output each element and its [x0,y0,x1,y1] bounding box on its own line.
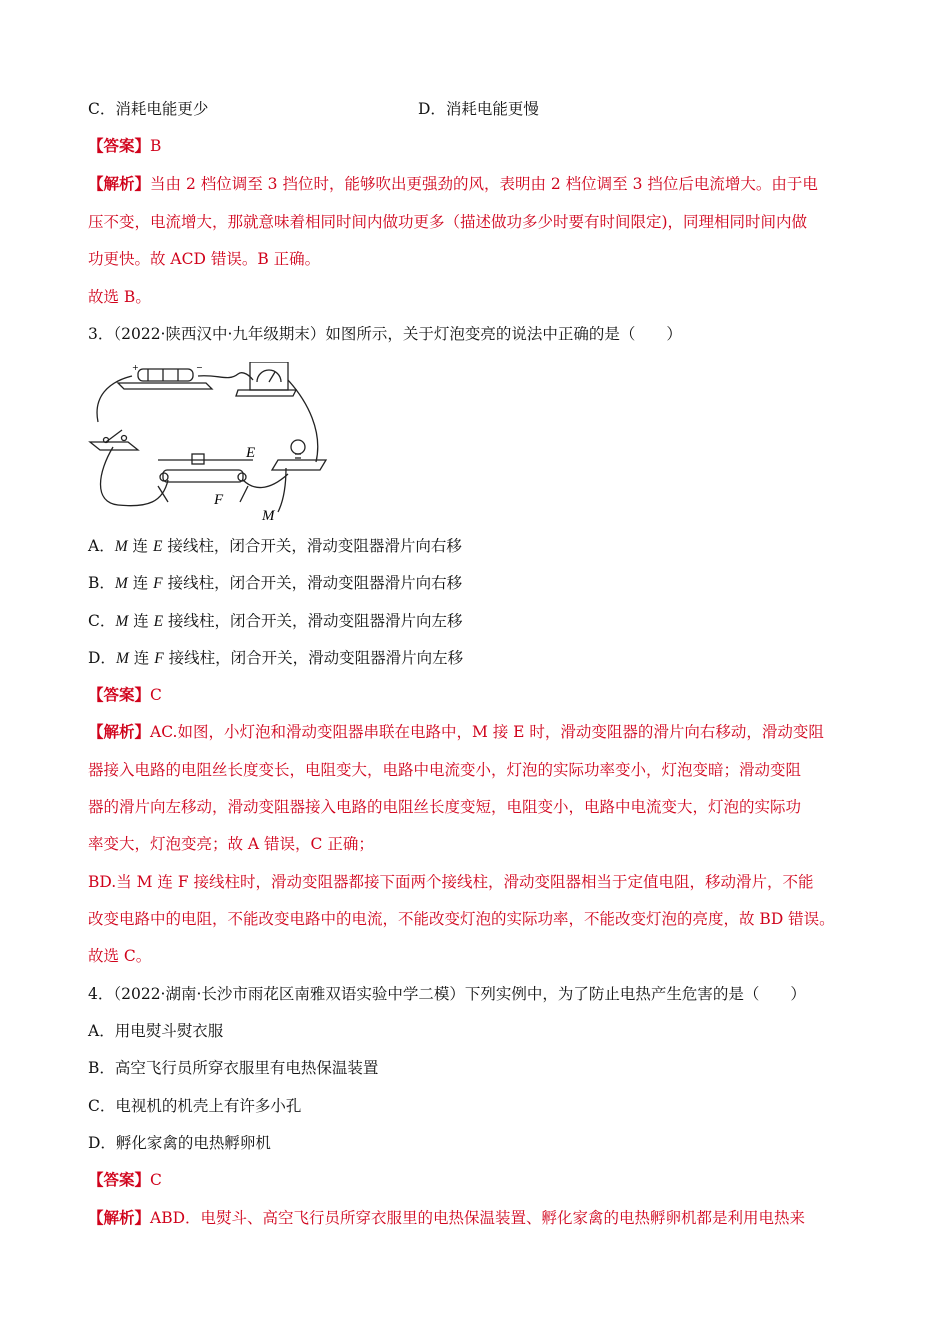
analysis-line [88,174,818,194]
answer-line [88,1170,162,1190]
option-text: 连 [127,574,154,592]
var-terminal: E [153,613,164,630]
answer-line [88,685,162,705]
analysis-tag: 【解析】 [88,174,151,193]
label-e: E [246,445,256,461]
label-m: M [262,508,275,522]
ammeter-icon [250,362,288,390]
var-terminal: E [152,538,163,555]
option-d [88,648,463,669]
option-d: D．消耗电能更慢 [418,100,539,118]
answer-line [88,136,161,156]
option-letter: A． [88,537,115,555]
option-text: 接线柱，闭合开关，滑动变阻器滑片向左移 [163,612,463,630]
ammeter-base [236,390,296,396]
battery-holder [118,383,212,389]
option-text: 连 [128,649,155,667]
analysis-line: 器的滑片向左移动，滑动变阻器接入电路的电阻丝长度变短，电阻变小，电路中电流变大，灯泡的实际功 [88,798,802,816]
answer-tag: 【答案】 [88,136,151,155]
analysis-line [88,1208,805,1228]
analysis-line: 功更快。故 ACD 错误。B 正确。 [88,250,321,268]
var-terminal: F [154,650,164,667]
option-c: C．电视机的机壳上有许多小孔 [88,1097,302,1115]
option-b: B．高空飞行员所穿衣服里有电热保温装置 [88,1059,379,1077]
analysis-line: 率变大，灯泡变亮；故 A 错误，C 正确； [88,835,374,853]
label-f: F [214,492,224,508]
bulb-stand [272,460,326,470]
var-m: M [114,575,128,592]
analysis-line: BD.当 M 连 F 接线柱时，滑动变阻器都接下面两个接线柱，滑动变阻器相当于定值电阻，移动滑片，不能 [88,873,814,891]
var-m: M [114,538,128,555]
bulb-icon [291,440,305,454]
answer-tag: 【答案】 [88,1170,151,1189]
analysis-tag: 【解析】 [88,722,151,741]
option-c: C．消耗电能更少 [88,100,209,118]
analysis-line: 改变电路中的电阻，不能改变电路中的电流，不能改变灯泡的实际功率，不能改变灯泡的亮度，故 BD 错误。 [88,910,835,928]
option-a [88,536,462,557]
var-m: M [115,613,129,630]
analysis-text: ABD．电熨斗、高空飞行员所穿衣服里的电热保温装置、孵化家禽的电热孵卵机都是利用电热来 [150,1209,806,1227]
wire [101,447,169,506]
option-text: 接线柱，闭合开关，滑动变阻器滑片向右移 [162,537,462,555]
analysis-line [88,722,824,742]
analysis-text: 当由 2 档位调至 3 挡位时，能够吹出更强劲的风，表明由 2 档位调至 3 挡位后电流增大。由于电 [150,175,818,193]
option-text: 连 [127,537,153,555]
wire [288,380,318,462]
option-letter: D． [88,649,116,667]
analysis-text: AC.如图，小灯泡和滑动变阻器串联在电路中，M 接 E 时，滑动变阻器的滑片向右移动，滑动变阻 [150,723,824,741]
battery-plus: + [132,363,139,372]
question-stem: 3．（2022·陕西汉中·九年级期末）如图所示，关于灯泡变亮的说法中正确的是（ ） [88,325,682,343]
option-d: D．孵化家禽的电热孵卵机 [88,1134,271,1152]
answer-value: C [150,1171,162,1189]
circuit-figure [88,362,338,522]
var-terminal: F [153,575,163,592]
analysis-line: 故选 C。 [88,947,152,965]
answer-tag: 【答案】 [88,685,151,704]
option-text: 接线柱，闭合开关，滑动变阻器滑片向左移 [163,649,464,667]
analysis-line: 故选 B。 [88,288,151,306]
answer-value: B [150,137,162,155]
analysis-line: 压不变，电流增大，那就意味着相同时间内做功更多（描述做功多少时要有时间限定)，同理相同时间内做 [88,213,808,231]
wire [198,373,253,380]
analysis-line: 器接入电路的电阻丝长度变长，电阻变大，电路中电流变小，灯泡的实际功率变小，灯泡变暗；滑动变阻 [88,761,802,779]
option-text: 连 [128,612,154,630]
wire [243,474,288,488]
wire [278,468,286,512]
answer-value: C [150,686,162,704]
option-a: A．用电熨斗熨衣服 [88,1022,224,1040]
option-letter: B． [88,574,115,592]
question-stem: 4．（2022·湖南·长沙市雨花区南雅双语实验中学二模）下列实例中，为了防止电热产生危害的是（ ） [88,985,806,1003]
option-text: 接线柱，闭合开关，滑动变阻器滑片向右移 [162,574,463,592]
battery-minus: − [196,363,203,372]
var-m: M [115,650,129,667]
option-c [88,611,463,632]
analysis-tag: 【解析】 [88,1208,151,1227]
battery-icon [138,369,193,381]
switch-base [90,442,138,450]
option-letter: C． [88,612,116,630]
option-b [88,573,462,594]
slider-icon [192,454,204,464]
rheostat-coil [163,470,243,482]
